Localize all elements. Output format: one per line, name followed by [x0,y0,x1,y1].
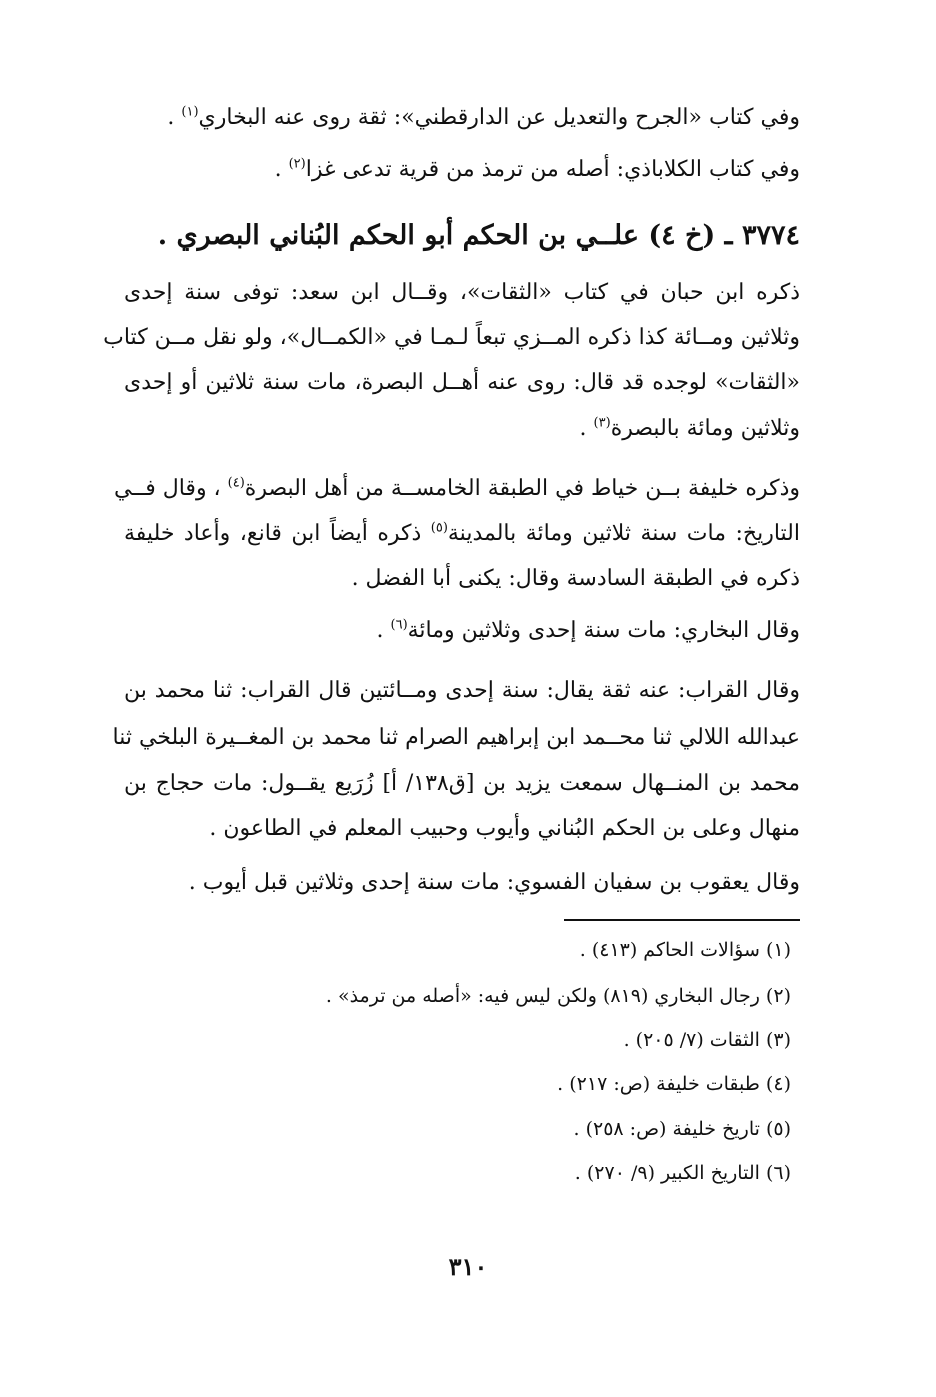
paragraph-2-line-1-end: ، وقال فــي [114,476,228,501]
paragraph-1-line-4-end: . [579,416,594,441]
footnote-ref-4: (٤) [227,475,245,491]
page-number: ٣١٠ [448,1252,488,1281]
paragraph-4-line-1: وقال القراب: عنه ثقة يقال: سنة إحدى ومــائتين قال القراب: ثنا محمد بن [124,678,800,703]
footnote-ref-1: (١) [181,104,199,120]
paragraph-2-line-1 [114,474,800,504]
paragraph-1-line-4 [124,414,800,444]
paragraph-3-end: . [376,618,391,643]
intro-line-1-end: . [167,105,182,130]
footnote-1: (١) سؤالات الحاكم (٤١٣) . [579,939,791,961]
paragraph-2-line-2-text: التاريخ: مات سنة ثلاثين ومائة بالمدينة [447,521,800,546]
footnote-ref-6: (٦) [390,617,408,633]
paragraph-5: وقال يعقوب بن سفيان الفسوي: مات سنة إحدى وثلاثين قبل أيوب . [188,870,800,895]
intro-line-1 [124,103,800,133]
paragraph-4-line-2: عبدالله اللالي ثنا محــمد ابن إبراهيم الصرام ثنا محمد بن المغــيرة البلخي ثنا [112,725,800,750]
paragraph-1-line-4-text: وثلاثين ومائة بالبصرة [610,416,800,441]
footnote-5: (٥) تاريخ خليفة (ص: ٢٥٨) . [573,1118,791,1140]
entry-heading: ٣٧٧٤ ـ (خ ٤) علــي بن الحكم أبو الحكم البُناني البصري . [157,220,800,251]
footnote-6: (٦) التاريخ الكبير (٩/ ٢٧٠) . [574,1162,791,1184]
footnote-2: (٢) رجال البخاري (٨١٩) ولكن ليس فيه: «أصله من ترمذ» . [325,985,791,1007]
footnote-ref-3: (٣) [593,415,611,431]
paragraph-4-line-3: محمد بن المنــهال سمعت يزيد بن [ق١٣٨/ أ] زُرَيع يقــول: مات حجاج بن [124,771,801,796]
footnote-4: (٤) طبقات خليفة (ص: ٢١٧) . [557,1073,791,1095]
paragraph-3 [124,616,800,646]
paragraph-2-line-1-text: وذكره خليفة بــن خياط في الطبقة الخامســة من أهل البصرة [244,476,800,501]
paragraph-2-line-3: ذكره في الطبقة السادسة وقال: يكنى أبا الفضل . [351,566,800,591]
footnote-separator [564,919,800,921]
intro-line-2-end: . [274,157,289,182]
paragraph-1-line-3: «الثقات» لوجده قد قال: روى عنه أهــل البصرة، مات سنة ثلاثين أو إحدى [124,370,800,395]
intro-line-2-text: وفي كتاب الكلاباذي: أصله من ترمذ من قرية تدعى غزا [305,157,800,182]
footnote-ref-5: (٥) [430,520,448,536]
paragraph-2-line-2 [124,519,800,549]
footnote-ref-2: (٢) [288,156,306,172]
paragraph-1-line-2: وثلاثين ومــائة كذا ذكره المــزي تبعاً لـمـا في «الكمــال»، ولو نقل مــن كتاب [103,325,800,350]
intro-line-1-text: وفي كتاب «الجرح والتعديل عن الدارقطني»: ثقة روى عنه البخاري [198,105,800,130]
paragraph-4-line-4: منهال وعلى بن الحكم البُناني وأيوب وحبيب المعلم في الطاعون . [209,816,800,841]
footnote-3: (٣) الثقات (٧/ ٢٠٥) . [623,1029,791,1051]
intro-line-2 [124,155,800,185]
paragraph-3-text: وقال البخاري: مات سنة إحدى وثلاثين ومائة [407,618,800,643]
paragraph-1-line-1: ذكره ابن حبان في كتاب «الثقات»، وقــال ابن سعد: توفى سنة إحدى [124,280,800,305]
paragraph-2-line-2-end: ذكره أيضاً ابن قانع، وأعاد خليفة [124,521,431,546]
